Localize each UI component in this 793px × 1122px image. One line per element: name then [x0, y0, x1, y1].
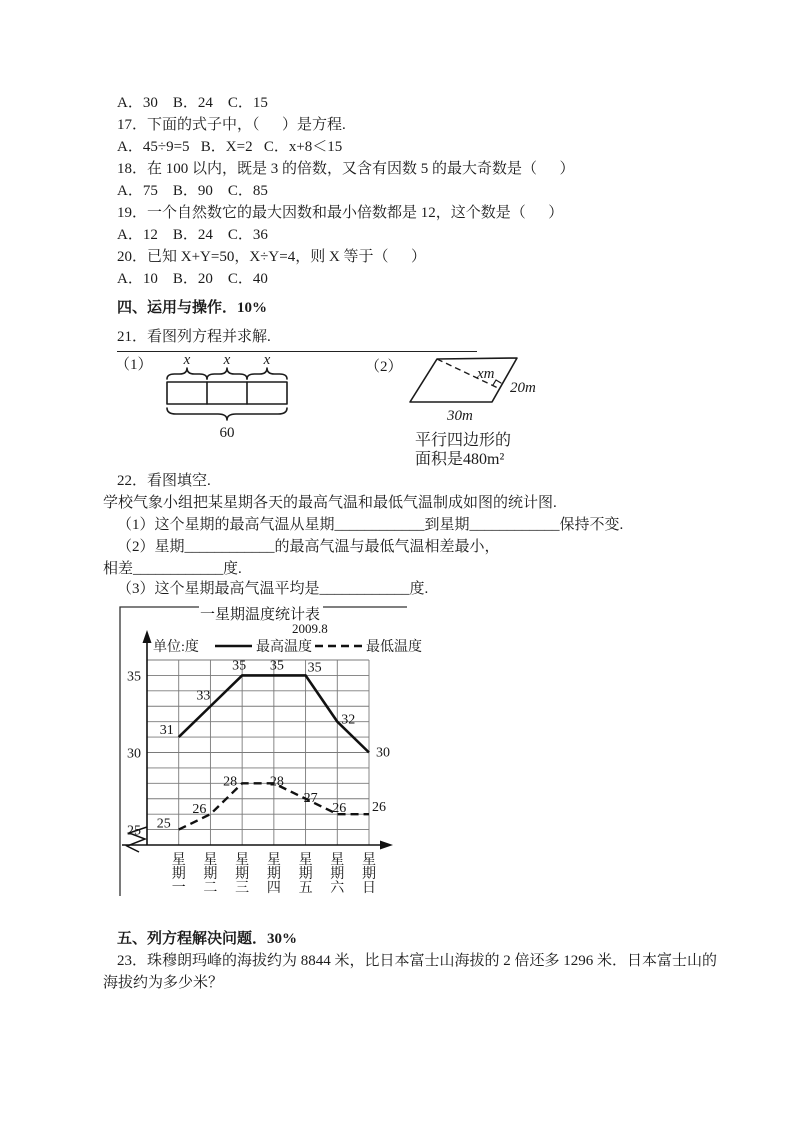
- question-22-blank1: （1）这个星期的最高气温从星期____________到星期____________保持不变.: [117, 517, 624, 533]
- x-axis-arrow-icon: [380, 841, 393, 850]
- x-tick-label: 星期一: [171, 853, 186, 896]
- bar-rect: [167, 382, 287, 404]
- x-tick-label: 星期日: [362, 853, 376, 896]
- question-20-options: A．10 B．20 C．40: [117, 271, 268, 287]
- chart-title: 一星期温度统计表: [199, 607, 321, 623]
- data-point-label: 25: [156, 816, 171, 832]
- data-point-label: 35: [232, 658, 247, 674]
- question-22-label: 22．看图填空.: [117, 473, 211, 489]
- bar-segment-x-label: x: [183, 352, 191, 368]
- question-18-options: A．75 B．90 C．85: [117, 183, 268, 199]
- data-point-label: 31: [159, 723, 174, 739]
- chart-date-label: 2009.8: [292, 621, 328, 636]
- question-17-options: A．45÷9=5 B．X=2 C．x+8＜15: [117, 139, 343, 155]
- question-23-line1: 23．珠穆朗玛峰的海拔约为 8844 米，比日本富士山海拔的 2 倍还多 1296 米．日本富士山的: [117, 953, 718, 969]
- x-tick-label: 星期六: [330, 853, 345, 896]
- q21-part1-bar-model-diagram: [110, 349, 310, 445]
- over-brace-3: [247, 368, 287, 379]
- question-18-stem: 18．在 100 以内，既是 3 的倍数，又含有因数 5 的最大奇数是（ ）: [117, 161, 575, 177]
- parallelogram-caption-line1: 平行四边形的: [415, 432, 512, 449]
- x-tick-label: 星期二: [203, 853, 218, 896]
- data-point-label: 35: [307, 660, 322, 676]
- y-tick-label: 30: [127, 746, 141, 762]
- q21-part2-label: （2）: [365, 359, 403, 375]
- data-point-label: 32: [341, 712, 356, 728]
- chart-unit-label: 单位:度: [153, 640, 199, 655]
- under-brace-total: [167, 408, 287, 420]
- chart-gridlines: [147, 660, 369, 845]
- parallelogram-shape: [410, 358, 517, 402]
- height-value-label: xm: [477, 366, 495, 382]
- legend-min-label: 最低温度: [366, 640, 422, 655]
- side-value-label: 20m: [510, 380, 536, 396]
- data-point-label: 28: [223, 774, 238, 790]
- data-point-label: 28: [269, 774, 284, 790]
- bar-segment-x-label: x: [223, 352, 231, 368]
- x-tick-label: 星期四: [266, 853, 281, 896]
- data-point-label: 27: [303, 790, 318, 806]
- question-17-stem: 17．下面的式子中，（ ）是方程.: [117, 117, 346, 133]
- question-23-line2: 海拔约为多少米？: [103, 975, 224, 991]
- data-point-label: 26: [332, 801, 347, 817]
- question-21-label: 21．看图列方程并求解.: [117, 329, 271, 345]
- base-value-label: 30m: [447, 408, 473, 424]
- data-point-label: 26: [192, 802, 207, 818]
- y-axis-arrow-icon: [143, 630, 152, 643]
- section-5-heading: 五、列方程解决问题．30%: [117, 931, 298, 947]
- bar-segment-x-label: x: [263, 352, 271, 368]
- question-19-stem: 19．一个自然数它的最大因数和最小倍数都是 12，这个数是（ ）: [117, 205, 564, 221]
- q21-part1-label: （1）: [115, 357, 153, 373]
- temperature-line-chart: [115, 606, 427, 906]
- question-22-blank2: （2）星期____________的最高气温与最低气温相差最小，: [117, 539, 500, 555]
- over-brace-1: [167, 368, 207, 379]
- section-4-heading: 四、运用与操作．10%: [117, 300, 268, 316]
- parallelogram-caption-line2: 面积是480m²: [415, 451, 505, 468]
- question-20-stem: 20．已知 X+Y=50，X÷Y=4，则 X 等于（ ）: [117, 249, 427, 265]
- data-point-label: 35: [269, 658, 284, 674]
- bar-total-label: 60: [219, 425, 235, 441]
- over-brace-2: [207, 368, 247, 379]
- question-22-intro: 学校气象小组把某星期各天的最高气温和最低气温制成如图的统计图.: [103, 495, 557, 511]
- data-point-label: 33: [196, 688, 211, 704]
- data-point-label: 26: [372, 800, 386, 816]
- y-tick-label: 25: [127, 823, 141, 839]
- question-22-blank2b: 相差____________度.: [103, 561, 242, 577]
- question-16-options: A．30 B．24 C．15: [117, 95, 268, 111]
- q21-part2-parallelogram-diagram: [360, 350, 570, 472]
- x-tick-label: 星期五: [298, 853, 313, 896]
- question-19-options: A．12 B．24 C．36: [117, 227, 268, 243]
- data-point-label: 30: [376, 745, 390, 761]
- x-tick-label: 星期三: [235, 853, 250, 896]
- y-tick-label: 35: [127, 669, 141, 685]
- question-22-blank3: （3）这个星期最高气温平均是____________度.: [117, 581, 429, 597]
- legend-max-label: 最高温度: [256, 640, 312, 655]
